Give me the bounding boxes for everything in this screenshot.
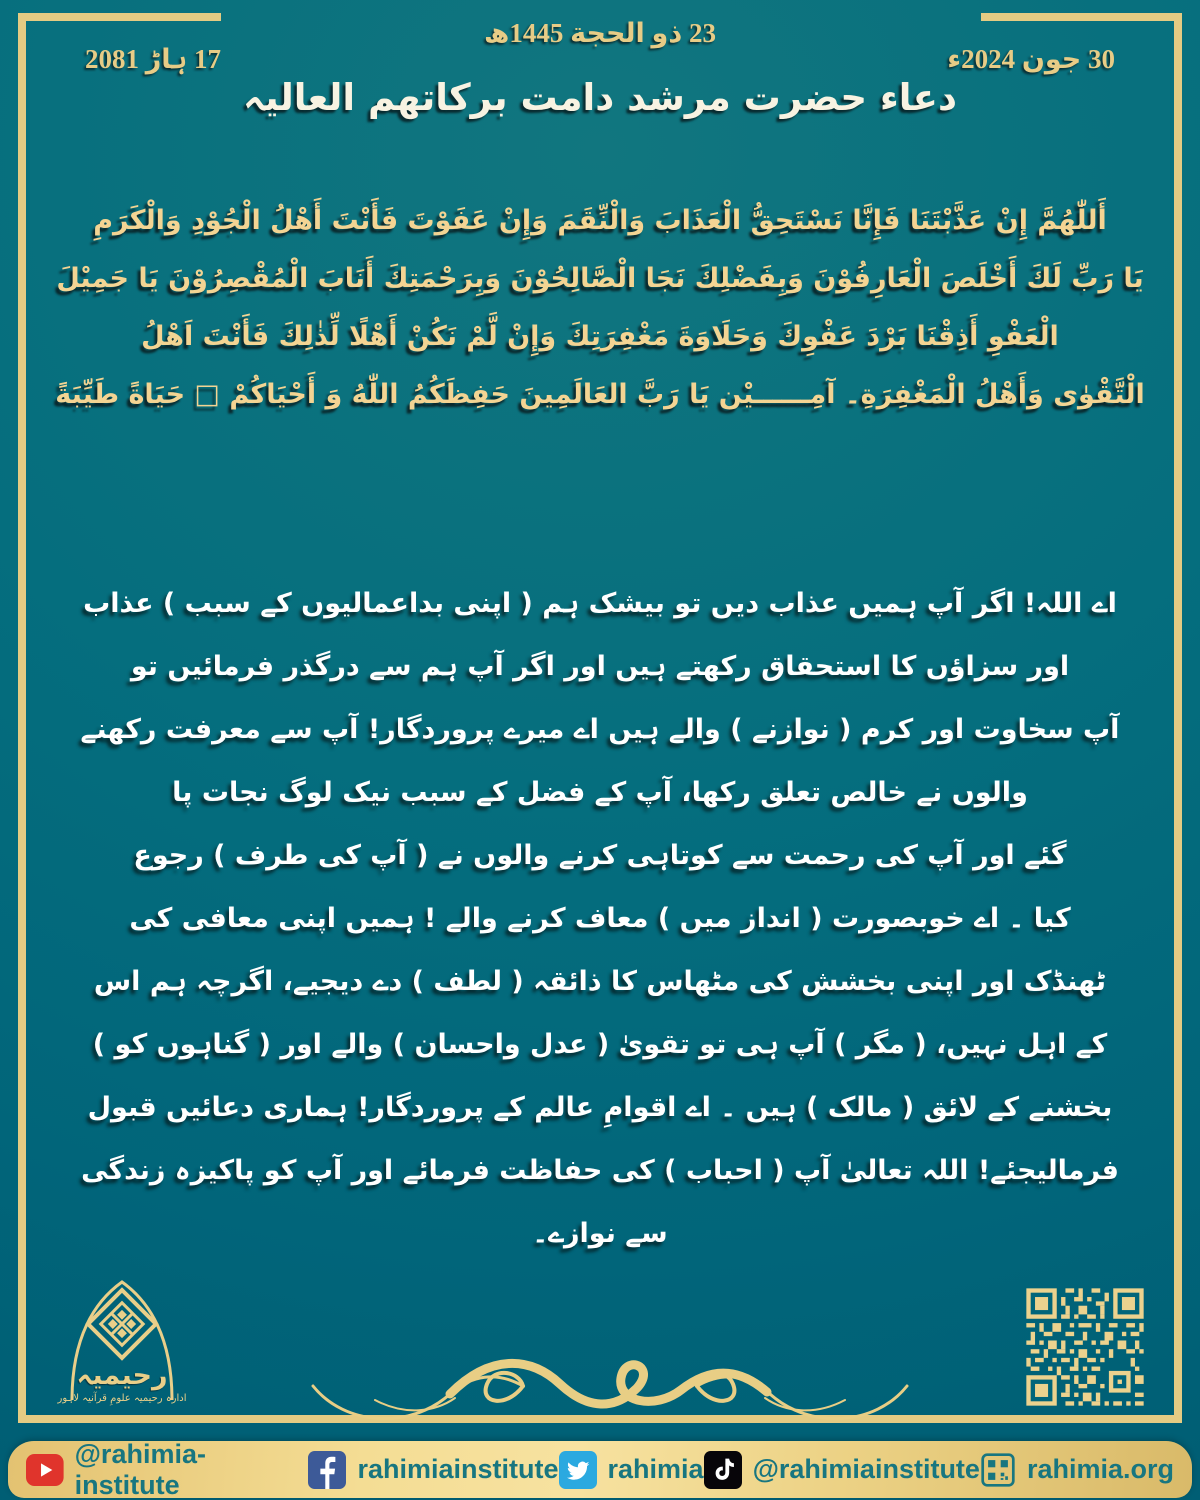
logo-name: رحیمیہ <box>76 1360 168 1391</box>
gregorian-date: 30 جون 2024ء <box>947 44 1115 74</box>
urdu-line: سے نوازے۔ <box>532 1218 668 1249</box>
tiktok-icon <box>704 1451 742 1489</box>
urdu-line: کیا ۔ اے خوبصورت ( انداز میں ) معاف کرنے والے ! ہمیں اپنی معافی کی <box>129 903 1071 934</box>
urdu-translation-block <box>55 572 1145 1265</box>
flourish-ornament-icon <box>285 1336 935 1436</box>
facebook-handle: rahimiainstitute <box>357 1454 559 1484</box>
logo-subtitle: ادارہ رحیمیہ علومِ قرآنیہ لاہور <box>57 1393 187 1404</box>
youtube-icon <box>26 1451 64 1489</box>
social-twitter[interactable] <box>559 1451 704 1489</box>
urdu-line: بخشنے کے لائق ( مالک ) ہیں ۔ اے اقوامِ عالم کے پروردگار! ہماری دعائیں قبول <box>87 1092 1113 1123</box>
urdu-line: والوں نے خالص تعلق رکھا، آپ کے فضل کے سبب نیک لوگ نجات پا <box>172 777 1028 808</box>
twitter-icon <box>559 1451 597 1489</box>
urdu-line: آپ سخاوت اور کرم ( نوازنے ) والے ہیں اے میرے پروردگار! آپ سے معرفت رکھنے <box>80 714 1120 745</box>
urdu-line: فرمالیجئے! اللہ تعالیٰ آپ ( احباب ) کی حفاظت فرمائے اور آپ کو پاکیزہ زندگی <box>81 1155 1119 1186</box>
arabic-line: الْعَفْوِ أَذِقْنَا بَرْدَ عَفْوِكَ وَحَلَاوَةَ مَغْفِرَتِكَ وَإِنْ لَّمْ نَكُنْ أَهْلًا لِّذٰلِكَ فَأَنْتَ اَهْلُ <box>141 321 1059 352</box>
hijri-date: 23 ذو الحجة 1445ھ <box>484 18 716 48</box>
rahimia-logo <box>48 1272 196 1404</box>
social-youtube[interactable] <box>26 1439 308 1500</box>
urdu-line: اے اللہ! اگر آپ ہمیں عذاب دیں تو بیشک ہم ( اپنی بداعمالیوں کے سبب ) عذاب <box>83 588 1117 619</box>
bikrami-date: 17 ہاڑ 2081 <box>85 44 222 74</box>
footer-social-bar <box>8 1438 1192 1500</box>
tiktok-handle: @rahimiainstitute <box>752 1454 980 1484</box>
website-qr-icon <box>980 1452 1016 1488</box>
arabic-line: الْتَّقْوٰى وَأَهْلُ الْمَغْفِرَةِ۔ آمِــــــيْن يَا رَبَّ العَالَمِينَ حَفِظَكُمُ اللّٰهُ وَ أَحْيَاكُمْ □ حَيَاةً طَيِّبَةً <box>55 379 1145 410</box>
urdu-line: ٹھنڈک اور اپنی بخشش کی مٹھاس کا ذائقہ ( لطف ) دے دیجیے، اگرچہ ہم اس <box>93 966 1107 997</box>
qr-code <box>1022 1284 1148 1410</box>
social-website[interactable] <box>980 1452 1174 1488</box>
youtube-handle: @rahimia-institute <box>74 1438 206 1500</box>
website-handle: rahimia.org <box>1026 1454 1174 1484</box>
twitter-handle: rahimia <box>607 1454 704 1484</box>
arabic-prayer-block <box>0 192 1200 424</box>
arabic-line: يَا رَبِّ لَكَ أَخْلَصَ الْعَارِفُوْنَ وَبِفَضْلِكَ نَجَا الْصَّالِحُوْنَ وَبِرَحْمَتِكَ أَنَابَ الْمُقْصِرُوْنَ يَا جَمِيْلَ <box>56 263 1144 294</box>
urdu-line: کے اہل نہیں، ( مگر ) آپ ہی تو تقویٰ ( عدل واحسان ) والے اور ( گناہوں کو ) <box>92 1029 1108 1060</box>
facebook-icon <box>308 1451 346 1489</box>
page-title: دعاء حضرت مرشد دامت برکاتھم العالیہ <box>243 76 957 119</box>
social-facebook[interactable] <box>308 1451 558 1489</box>
social-tiktok[interactable] <box>704 1451 980 1489</box>
arabic-line: أَللّٰهُمَّ إِنْ عَذَّبْتَنَا فَإِنَّا نَسْتَحِقُّ الْعَذَابَ وَالْنِّقَمَ وَإِنْ عَفَوْتَ فَأَنْتَ أَهْلُ الْجُوْدِ وَالْكَرَمِ <box>93 205 1107 236</box>
urdu-line: گئے اور آپ کی رحمت سے کوتاہی کرنے والوں نے ( آپ کی طرف ) رجوع <box>133 840 1067 871</box>
urdu-line: اور سزاؤں کا استحقاق رکھتے ہیں اور اگر آپ ہم سے درگذر فرمائیں تو <box>130 651 1070 682</box>
